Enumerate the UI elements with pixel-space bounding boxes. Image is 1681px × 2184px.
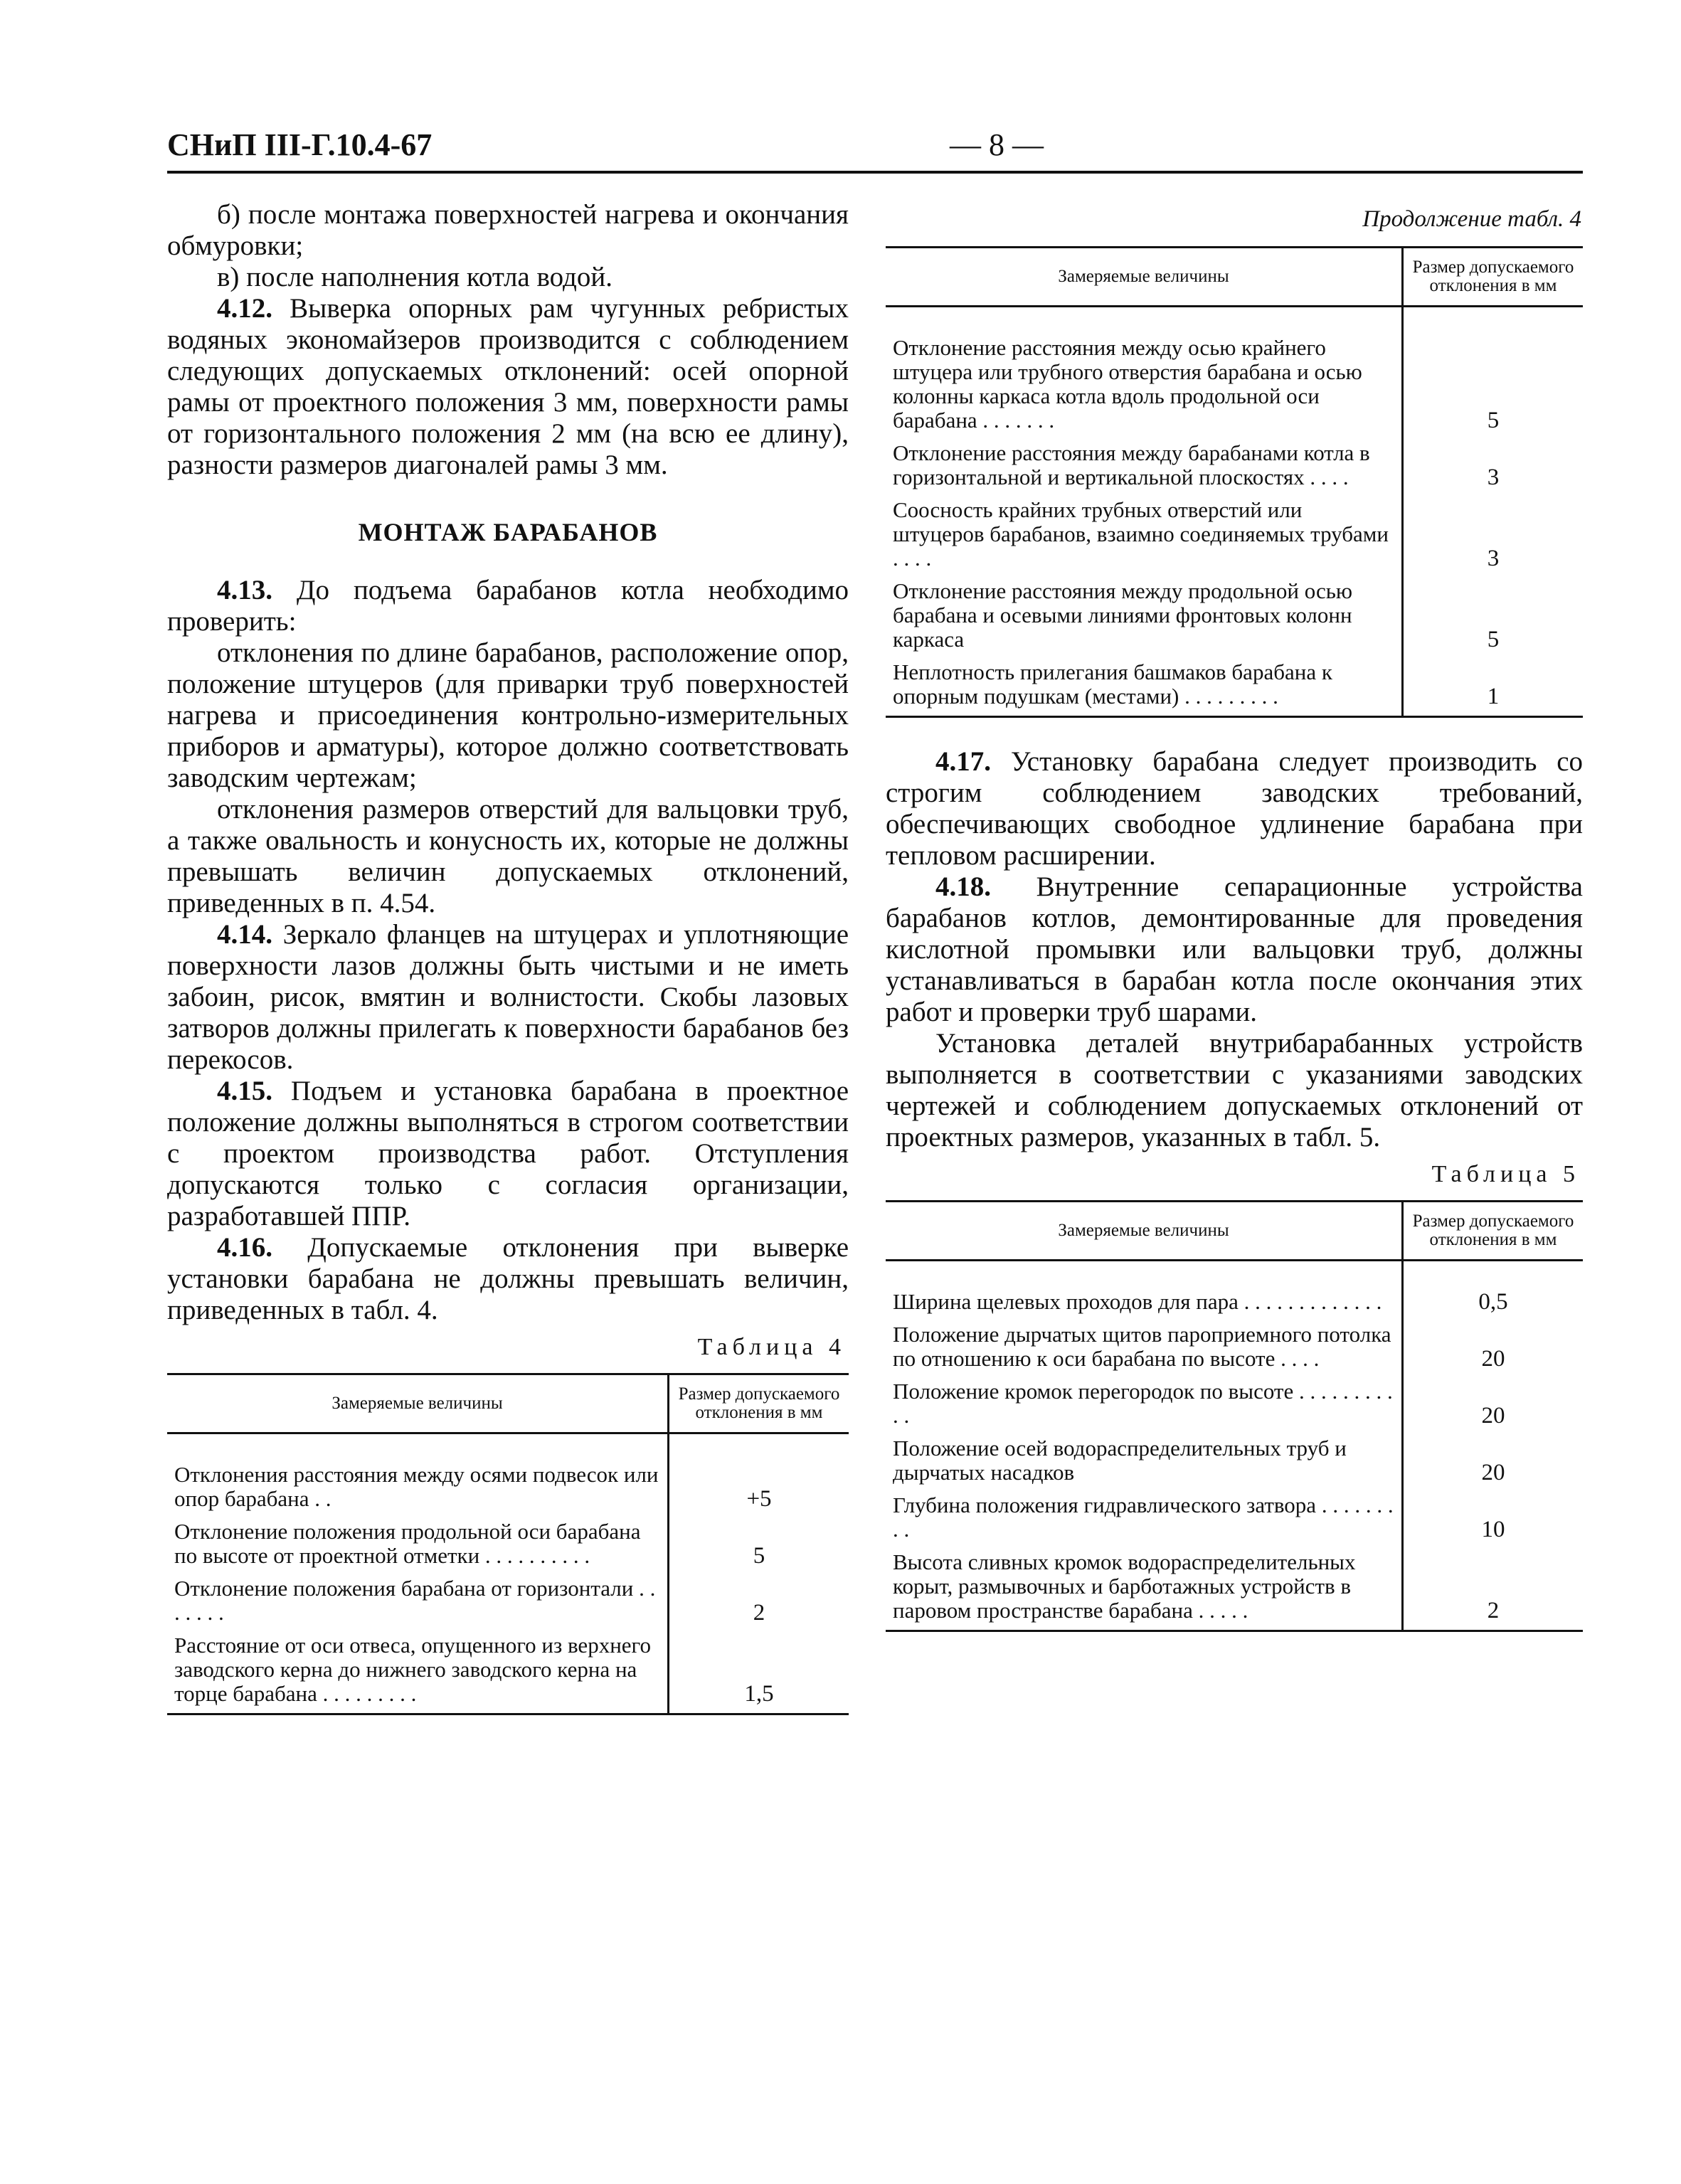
table-cell: Отклонение расстояния между продольной осью барабана и осевыми линиями фронтовых колонн каркаса: [893, 578, 1353, 652]
table-row: [886, 656, 1583, 717]
table-cell-value: +5: [669, 1433, 849, 1516]
clause-number: 4.17.: [935, 746, 991, 777]
table-row: [886, 1375, 1583, 1432]
paragraph: в) после наполнения котла водой.: [217, 262, 613, 292]
table-row: [886, 1318, 1583, 1375]
table-row: [167, 1629, 849, 1714]
table-cell-value: 10: [1403, 1489, 1584, 1546]
table-row: [886, 1261, 1583, 1319]
table-cell-value: 1,5: [669, 1629, 849, 1714]
column-header: Замеряемые величины: [167, 1374, 669, 1433]
paragraph-4-14: [167, 919, 849, 1076]
paragraph-4-15: [167, 1076, 849, 1232]
column-header: Размер допускаемого отклонения в мм: [1403, 248, 1584, 307]
paragraph: Установка деталей внутрибарабанных устройств выполняется в соответствии с указаниями заводских чертежей и соблюдением допускаемых отклонений от проектных размеров, указанных в табл. 5.: [886, 1028, 1583, 1152]
table-cell-value: 0,5: [1403, 1261, 1584, 1319]
page-number: — 8 —: [950, 127, 1044, 162]
table-cell-value: 1: [1403, 656, 1584, 717]
table-4: [167, 1373, 849, 1715]
table-row: [167, 1572, 849, 1629]
clause-text: До подъема барабанов котла необходимо проверить:: [167, 575, 849, 637]
table-continuation-label: Продолжение табл. 4: [1362, 206, 1581, 232]
table-cell-value: 3: [1403, 494, 1584, 575]
table-cell-value: 20: [1403, 1432, 1584, 1489]
paragraph-4-16: [167, 1232, 849, 1326]
document-code: СНиП III-Г.10.4-67: [167, 127, 433, 162]
table-cell-value: 20: [1403, 1318, 1584, 1375]
table-cell-value: 5: [1403, 575, 1584, 656]
table-cell: Положение дырчатых щитов пароприемного потолка по отношению к оси барабана по высоте . . . .: [893, 1322, 1391, 1371]
paragraph-4-17: [886, 746, 1583, 871]
clause-number: 4.12.: [217, 293, 272, 324]
table-row: [886, 1432, 1583, 1489]
column-header: Замеряемые величины: [886, 1202, 1403, 1261]
table-cell: Ширина щелевых проходов для пара . . . . . . . . . . . . .: [893, 1289, 1382, 1314]
paragraph: б) после монтажа поверхностей нагрева и окончания обмуровки;: [167, 199, 849, 261]
paragraph-4-12: [167, 293, 849, 481]
table-4-continued: [886, 246, 1583, 718]
table-row: [886, 1489, 1583, 1546]
table-cell: Соосность крайних трубных отверстий или штуцеров барабанов, взаимно соединяемых трубами . . . .: [893, 497, 1389, 571]
paragraph-4-18: [886, 871, 1583, 1028]
table-cell: Глубина положения гидравлического затвора . . . . . . . . .: [893, 1493, 1394, 1542]
section-heading: МОНТАЖ БАРАБАНОВ: [358, 518, 658, 546]
table-cell: Отклонения расстояния между осями подвесок или опор барабана . .: [174, 1462, 659, 1511]
clause-text: Внутренние сепарационные устройства барабанов котлов, демонтированные для проведения кислотной промывки или вальцовки труб, должны устанавливаться в барабан котла после окончания этих работ и проверки труб шарами.: [886, 871, 1583, 1027]
column-header: Размер допускаемого отклонения в мм: [669, 1374, 849, 1433]
table-4-label: Таблица 4: [697, 1334, 846, 1360]
table-row: [886, 1546, 1583, 1631]
table-row: [167, 1433, 849, 1516]
table-header-row: [886, 1202, 1583, 1261]
page-header: [167, 121, 1583, 174]
table-cell: Положение кромок перегородок по высоте . . . . . . . . . . .: [893, 1379, 1393, 1428]
table-cell-value: 5: [1403, 307, 1584, 438]
table-5-label: Таблица 5: [1431, 1161, 1580, 1187]
clause-number: 4.15.: [217, 1076, 272, 1106]
left-column: [167, 199, 849, 1715]
clause-number: 4.16.: [217, 1232, 272, 1263]
clause-number: 4.13.: [217, 575, 272, 605]
paragraph: отклонения по длине барабанов, расположение опор, положение штуцеров (для приварки труб поверхностей нагрева и присоединения контрольно-измерительных приборов и арматуры), которое должно соответствовать заводским чертежам;: [167, 637, 849, 793]
clause-text: Выверка опорных рам чугунных ребристых водяных экономайзеров производится с соблюдением следующих допускаемых отклонений: осей опорной рамы от проектного положения 3 мм, поверхности рамы от горизонтального положения 2 мм (на всю ее длину), разности размеров диагоналей рамы 3 мм.: [167, 293, 849, 480]
clause-number: 4.18.: [935, 871, 991, 902]
paragraph: отклонения размеров отверстий для вальцовки труб, а также овальность и конусность их, которые не должны превышать величин допускаемых отклонений, приведенных в п. 4.54.: [167, 794, 849, 918]
table-cell-value: 3: [1403, 437, 1584, 494]
table-row: [167, 1515, 849, 1572]
table-row: [886, 575, 1583, 656]
clause-text: Зеркало фланцев на штуцерах и уплотняющие поверхности лазов должны быть чистыми и не иметь забоин, рисок, вмятин и волнистости. Скобы лазовых затворов должны прилегать к поверхности барабанов без перекосов.: [167, 919, 849, 1075]
clause-text: Установку барабана следует производить со строгим соблюдением заводских требований, обеспечивающих свободное удлинение барабана при тепловом расширении.: [886, 746, 1584, 871]
paragraph-4-13: [167, 575, 849, 637]
table-cell: Расстояние от оси отвеса, опущенного из верхнего заводского керна до нижнего заводского керна на торце барабана . . . . . . . . .: [167, 1629, 669, 1714]
column-header: Размер допускаемого отклонения в мм: [1403, 1202, 1584, 1261]
table-cell: Отклонение расстояния между осью крайнего штуцера или трубного отверстия барабана и осью колонны каркаса котла вдоль продольной оси барабана . . . . . . .: [893, 335, 1362, 433]
table-cell: Отклонение положения продольной оси барабана по высоте от проектной отметки . . . . . . . . . .: [174, 1519, 641, 1568]
table-row: [886, 494, 1583, 575]
table-cell-value: 2: [669, 1572, 849, 1629]
table-cell: Положение осей водораспределительных труб и дырчатых насадков: [893, 1436, 1347, 1485]
column-header: Замеряемые величины: [886, 248, 1403, 307]
table-cell: Неплотность прилегания башмаков барабана к опорным подушкам (местами) . . . . . . . . .: [886, 656, 1403, 717]
table-5: [886, 1200, 1583, 1632]
right-column: [886, 199, 1583, 1632]
table-cell: Отклонение расстояния между барабанами котла в горизонтальной и вертикальной плоскостях . . . .: [893, 440, 1370, 489]
table-row: [886, 437, 1583, 494]
table-header-row: [886, 248, 1583, 307]
table-cell-value: 2: [1403, 1546, 1584, 1631]
table-cell: Отклонение положения барабана от горизонтали . . . . . . .: [174, 1576, 656, 1625]
table-cell: Высота сливных кромок водораспределительных корыт, размывочных и барботажных устройств в паровом пространстве барабана . . . . .: [886, 1546, 1403, 1631]
table-cell-value: 5: [669, 1515, 849, 1572]
table-row: [886, 307, 1583, 438]
table-header-row: [167, 1374, 849, 1433]
clause-text: Допускаемые отклонения при выверке установки барабана не должны превышать величин, приведенных в табл. 4.: [167, 1232, 849, 1325]
table-cell-value: 20: [1403, 1375, 1584, 1432]
clause-number: 4.14.: [217, 919, 272, 950]
clause-text: Подъем и установка барабана в проектное положение должны выполняться в строгом соответствии с проектом производства работ. Отступления допускаются только с согласия организации, разработавшей ППР.: [167, 1076, 849, 1231]
